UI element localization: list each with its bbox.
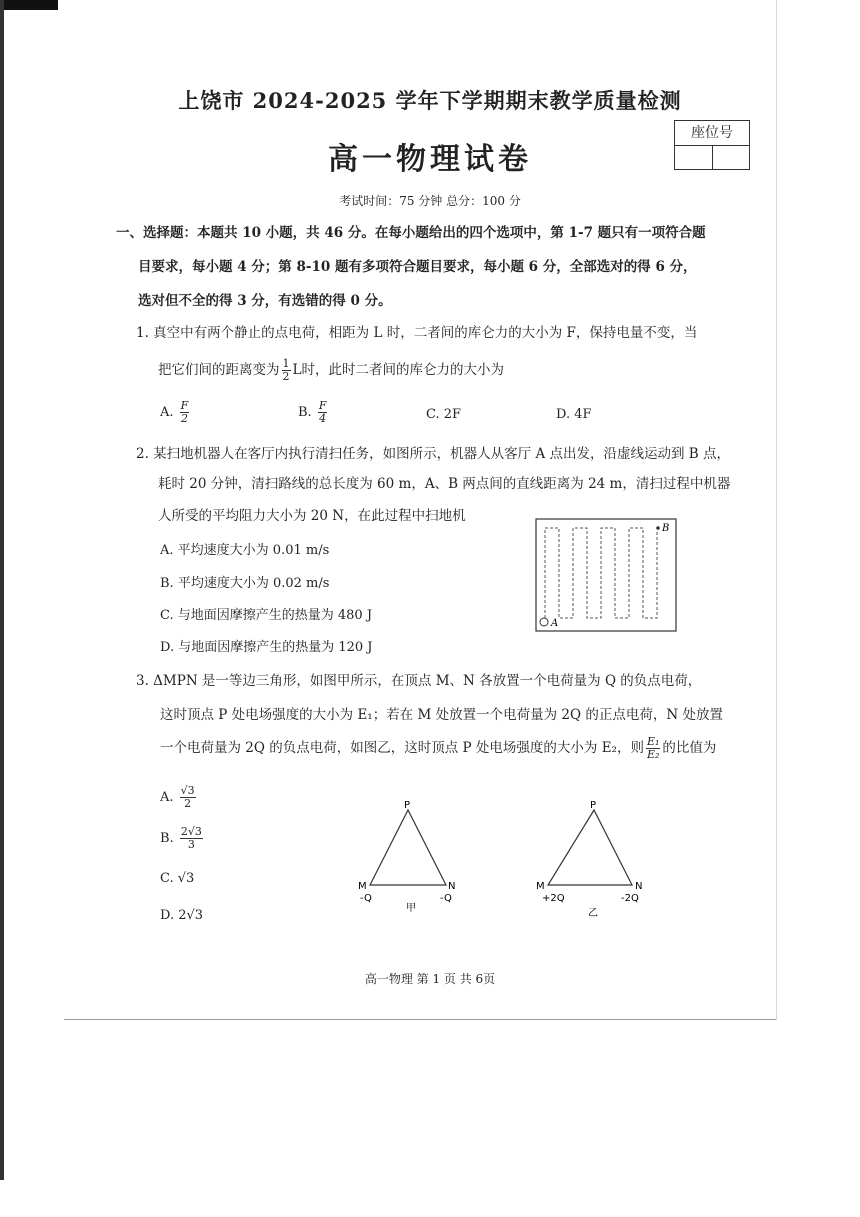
- section-instructions-line1: 一、选择题：本题共 10 小题，共 46 分。在每小题给出的四个选项中，第 1-7 题只有一项符合题: [116, 225, 706, 241]
- point-b-dot: [656, 526, 660, 530]
- q1-fraction-den: 2: [282, 370, 290, 383]
- q3-ratio-den: E₂: [646, 748, 660, 761]
- q1-fraction: [282, 358, 291, 383]
- q1-fraction-num: 1: [282, 357, 290, 370]
- vertex-n-label: N: [635, 881, 643, 892]
- q1-option-b: [298, 400, 329, 425]
- q3-ratio: [646, 736, 660, 761]
- q3-option-a: [160, 785, 198, 810]
- q1-stem-line1: 1. 真空中有两个静止的点电荷，相距为 L 时，二者间的库仑力的大小为 F，保持电量不变，当: [136, 325, 698, 341]
- q3-ratio-num: E₁: [646, 735, 660, 748]
- q1-option-d: D. 4F: [556, 407, 592, 422]
- q3-stem-text-post: 的比值为: [662, 740, 717, 756]
- q3-option-a-den: 2: [184, 797, 192, 810]
- q3-option-b-num: 2√3: [180, 825, 202, 838]
- page-bottom-rule: [64, 1019, 776, 1020]
- q3-option-c: C. √3: [160, 871, 195, 886]
- q2-option-d: D. 与地面因摩擦产生的热量为 120 J: [160, 640, 373, 655]
- q3-option-d: D. 2√3: [160, 908, 204, 923]
- section-instructions-line2: 目要求，每小题 4 分；第 8-10 题有多项符合题目要求，每小题 6 分，全部选对的得 6 分，: [138, 259, 697, 275]
- q2-option-b: B. 平均速度大小为 0.02 m/s: [160, 576, 330, 591]
- page-footer: 高一物理 第 1 页 共 6页: [364, 972, 496, 986]
- triangle-mpn: [548, 810, 632, 885]
- charge-n-label: -Q: [440, 893, 452, 904]
- triangle-figure-jia: [350, 798, 480, 918]
- seat-number-box: [674, 120, 750, 170]
- figure-caption: 乙: [588, 908, 598, 919]
- cleaning-path: [545, 528, 657, 618]
- q3-option-a-label: A.: [160, 790, 174, 805]
- triangle-mpn: [370, 810, 446, 885]
- q3-stem-line3: [160, 736, 716, 761]
- point-b-label: B: [662, 523, 670, 534]
- charge-m-label: -Q: [360, 893, 372, 904]
- q1-stem-line2: [158, 358, 504, 383]
- seat-number-cells: [675, 146, 749, 169]
- point-a-label: A: [551, 618, 559, 629]
- q1-option-a-frac: [180, 400, 190, 425]
- robot-path-figure: [535, 518, 677, 632]
- q2-stem-line1: 2. 某扫地机器人在客厅内执行清扫任务，如图所示，机器人从客厅 A 点出发，沿虚线运动到 B 点，: [136, 446, 731, 462]
- scan-mark: [0, 0, 58, 10]
- triangle-figure-yi: [528, 798, 658, 922]
- seat-number-label: 座位号: [675, 121, 749, 146]
- q3-option-b-label: B.: [160, 831, 174, 846]
- q3-stem-text: 一个电荷量为 2Q 的负点电荷，如图乙，这时顶点 P 处电场强度的大小为 E₂，则: [160, 740, 644, 756]
- q2-option-a: A. 平均速度大小为 0.01 m/s: [160, 543, 330, 558]
- q3-option-a-num: √3: [180, 784, 195, 797]
- q3-stem-line1: 3. ΔMPN 是一等边三角形，如图甲所示，在顶点 M、N 各放置一个电荷量为 Q 的负点电荷，: [136, 673, 702, 689]
- paper-subtitle: 高一物理试卷: [328, 142, 532, 177]
- q2-stem-line2: 耗时 20 分钟，清扫路线的总长度为 60 m，A、B 两点间的直线距离为 24 m，清扫过程中机器: [158, 476, 731, 492]
- q1-option-a-num: F: [180, 399, 189, 412]
- room-outline: [536, 519, 676, 631]
- robot-icon: [540, 618, 548, 626]
- q3-option-b: [160, 826, 205, 851]
- q2-stem-line3: 人所受的平均阻力大小为 20 N，在此过程中扫地机: [158, 508, 466, 524]
- section-instructions-line3: 选对但不全的得 3 分，有选错的得 0 分。: [138, 293, 392, 309]
- q3-option-b-frac: [180, 826, 203, 851]
- vertex-m-label: M: [536, 881, 545, 892]
- q1-option-b-den: 4: [319, 412, 327, 425]
- q3-option-b-den: 3: [187, 838, 195, 851]
- q3-option-a-frac: [180, 785, 196, 810]
- q2-option-c: C. 与地面因摩擦产生的热量为 480 J: [160, 608, 373, 623]
- vertex-p-label: P: [590, 800, 597, 811]
- q1-option-a-den: 2: [180, 412, 188, 425]
- q1-option-a: [160, 400, 191, 425]
- q1-option-a-label: A.: [160, 405, 174, 420]
- vertex-p-label: P: [404, 800, 411, 811]
- vertex-m-label: M: [358, 881, 367, 892]
- exam-info: 考试时间：75 分钟 总分：100 分: [339, 194, 521, 208]
- q1-stem-text-post: L时，此时二者间的库仑力的大小为: [292, 362, 504, 378]
- q1-option-c: C. 2F: [426, 407, 462, 422]
- q3-stem-line2: 这时顶点 P 处电场强度的大小为 E₁；若在 M 处放置一个电荷量为 2Q 的正点电荷，N 处放置: [160, 707, 723, 723]
- charge-n-label: -2Q: [621, 893, 639, 904]
- exam-title: 上饶市 2024-2025 学年下学期期末教学质量检测: [178, 88, 682, 113]
- q1-option-b-label: B.: [298, 405, 312, 420]
- vertex-n-label: N: [448, 881, 456, 892]
- charge-m-label: +2Q: [542, 893, 565, 904]
- q1-stem-text: 把它们间的距离变为: [158, 362, 280, 378]
- q1-option-b-num: F: [318, 399, 327, 412]
- q1-option-b-frac: [318, 400, 328, 425]
- figure-caption: 甲: [406, 903, 416, 914]
